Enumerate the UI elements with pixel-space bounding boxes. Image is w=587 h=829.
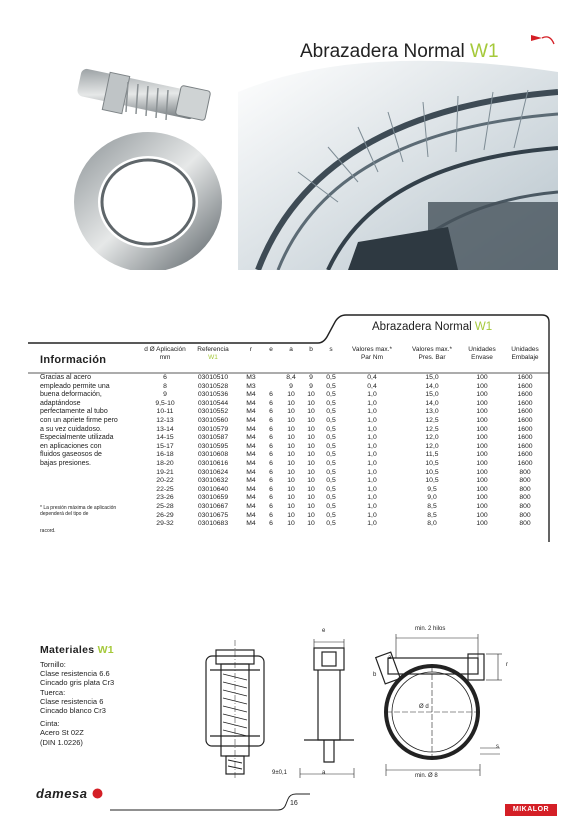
cell-diameter: 18-20 (156, 460, 174, 467)
cell-reference: 03010528 (197, 382, 229, 390)
cell-torque: 1,0 (367, 503, 377, 510)
footnote: * La presión máxima de aplicación dependerá del tipo de (40, 505, 117, 518)
cell-units-box: 100 (476, 511, 488, 519)
cell-units-pack: 800 (519, 494, 531, 502)
cell-a: 10 (287, 442, 295, 450)
cell-r: M4 (246, 460, 256, 467)
info-heading: Información (40, 354, 107, 366)
cell-s: 0,5 (326, 442, 336, 450)
cell-e: 6 (269, 417, 273, 424)
hero-photo (28, 52, 558, 270)
dim-label-min-2-threads: min. 2 hilos (415, 626, 446, 632)
cell-s: 0,5 (326, 374, 336, 381)
dim-label-bolt-length: 9±0,1 (272, 770, 287, 776)
cell-e: 6 (269, 399, 273, 407)
cell-reference: 03010552 (197, 408, 229, 416)
cell-b: 10 (307, 460, 315, 467)
cell-s: 0,5 (326, 399, 336, 407)
cell-torque: 1,0 (367, 425, 377, 433)
cell-pressure: 8,0 (427, 520, 437, 528)
cell-torque: 0,4 (367, 382, 377, 390)
cell-torque: 1,0 (367, 399, 377, 407)
cell-units-box: 100 (476, 374, 488, 381)
cell-r: M4 (246, 511, 256, 519)
cell-reference: 03010659 (197, 494, 229, 502)
cell-s: 0,5 (326, 520, 336, 528)
cell-a: 10 (287, 503, 295, 510)
cell-torque: 1,0 (367, 520, 377, 528)
cell-s: 0,5 (326, 477, 336, 485)
cell-units-pack: 1600 (517, 434, 533, 442)
table-row (140, 451, 550, 459)
clamp-photo (76, 68, 210, 260)
cell-units-pack: 800 (519, 511, 531, 519)
cell-e: 6 (269, 520, 273, 528)
info-description: Gracias al acero empleado permite una buena deformación, adaptándose perfectamente al tubo con un apriete firme pero a su vez cuidadoso. Especialmente utilizada en aplicaciones con fluidos gaseosos de bajas presiones. (40, 374, 118, 467)
dim-label-r: r (506, 662, 508, 668)
cell-reference: 03010544 (197, 399, 229, 407)
cell-a: 10 (287, 451, 295, 459)
cell-diameter: 8 (163, 382, 167, 390)
cell-pressure: 15,0 (425, 391, 439, 399)
cell-units-box: 100 (476, 425, 488, 433)
cell-b: 10 (307, 408, 315, 416)
dim-label-e: e (322, 628, 326, 634)
cell-b: 10 (307, 391, 315, 399)
table-row (140, 400, 550, 408)
cell-s: 0,5 (326, 408, 336, 416)
cell-diameter: 6 (163, 374, 167, 381)
cell-torque: 1,0 (367, 434, 377, 442)
page-number: 16 (290, 800, 298, 807)
cell-units-box: 100 (476, 382, 488, 390)
cell-pressure: 12,5 (425, 417, 439, 424)
cell-a: 10 (287, 417, 295, 424)
mikalor-logo: MIKALOR (505, 804, 557, 816)
cell-units-pack: 1600 (517, 425, 533, 433)
cell-units-pack: 1600 (517, 460, 533, 467)
cell-reference: 03010560 (197, 417, 229, 424)
cell-pressure: 11,5 (425, 451, 439, 459)
cell-torque: 1,0 (367, 417, 377, 424)
cell-s: 0,5 (326, 503, 336, 510)
cell-torque: 1,0 (367, 451, 377, 459)
col-header-units-pack: Unidades Embalaje (511, 346, 539, 361)
cell-units-pack: 1600 (517, 374, 533, 381)
dim-label-diameter: Ø d (419, 704, 429, 710)
col-header-reference: Referencia W1 (197, 346, 229, 361)
cell-reference: 03010579 (197, 425, 229, 433)
cell-e: 6 (269, 494, 273, 502)
cell-units-box: 100 (476, 451, 488, 459)
cell-units-box: 100 (476, 485, 488, 493)
cell-r: M4 (246, 494, 256, 502)
cell-units-pack: 1600 (517, 391, 533, 399)
cell-a: 10 (287, 511, 295, 519)
table-row (140, 494, 550, 502)
cell-diameter: 25-28 (156, 503, 174, 510)
cell-r: M4 (246, 425, 256, 433)
cell-e: 6 (269, 391, 273, 399)
cell-r: M4 (246, 477, 256, 485)
cell-r: M3 (246, 382, 256, 390)
cell-pressure: 10,5 (425, 477, 439, 485)
cell-b: 10 (307, 417, 315, 424)
cell-b: 9 (309, 374, 313, 381)
cell-reference: 03010536 (197, 391, 229, 399)
cell-r: M4 (246, 468, 256, 476)
cell-r: M4 (246, 485, 256, 493)
table-row (140, 391, 550, 399)
cell-pressure: 12,0 (425, 442, 439, 450)
dim-label-a-side: a (322, 770, 326, 776)
cell-diameter: 10-11 (156, 408, 174, 416)
table-row (140, 477, 550, 485)
dim-label-min-d8: min. Ø 8 (415, 773, 438, 779)
cell-a: 10 (287, 520, 295, 528)
cell-b: 10 (307, 451, 315, 459)
cell-units-box: 100 (476, 434, 488, 442)
cell-diameter: 19-21 (156, 468, 174, 476)
cell-diameter: 15-17 (156, 442, 174, 450)
cell-s: 0,5 (326, 391, 336, 399)
cell-torque: 1,0 (367, 468, 377, 476)
cell-b: 10 (307, 494, 315, 502)
clamp-side-view-drawing (294, 622, 366, 782)
cell-diameter: 12-13 (156, 417, 174, 424)
cell-torque: 1,0 (367, 408, 377, 416)
cell-units-pack: 1600 (517, 451, 533, 459)
table-row (140, 443, 550, 451)
cell-a: 10 (287, 425, 295, 433)
cell-pressure: 10,5 (425, 468, 439, 476)
cell-e: 6 (269, 425, 273, 433)
cell-diameter: 16-18 (156, 451, 174, 459)
dim-label-s: s (496, 744, 499, 750)
table-row (140, 417, 550, 425)
col-header-pressure: Valores max.* Pres. Bar (412, 346, 452, 361)
cell-reference: 03010587 (197, 434, 229, 442)
clamp-circle-view-drawing (360, 630, 510, 780)
cell-e: 6 (269, 468, 273, 476)
dim-label-a: a (388, 655, 392, 661)
footnote-tail: racord. (40, 528, 56, 534)
cell-pressure: 8,5 (427, 503, 437, 510)
cell-e: 6 (269, 511, 273, 519)
table-row (140, 426, 550, 434)
cell-pressure: 10,5 (425, 460, 439, 467)
cell-a: 10 (287, 408, 295, 416)
table-row (140, 383, 550, 391)
cell-reference: 03010632 (197, 477, 229, 485)
cell-s: 0,5 (326, 382, 336, 390)
cell-units-box: 100 (476, 391, 488, 399)
dim-label-b: b (373, 672, 377, 678)
cell-units-box: 100 (476, 468, 488, 476)
cell-units-box: 100 (476, 408, 488, 416)
pen-icon (530, 32, 556, 48)
cell-b: 10 (307, 468, 315, 476)
cell-s: 0,5 (326, 511, 336, 519)
cell-torque: 1,0 (367, 477, 377, 485)
cell-units-box: 100 (476, 399, 488, 407)
cell-b: 10 (307, 425, 315, 433)
cell-b: 10 (307, 485, 315, 493)
cell-torque: 1,0 (367, 485, 377, 493)
cell-diameter: 23-26 (156, 494, 174, 502)
cell-a: 10 (287, 399, 295, 407)
cell-b: 9 (309, 382, 313, 390)
table-row (140, 434, 550, 442)
cell-r: M3 (246, 374, 256, 381)
cell-b: 10 (307, 477, 315, 485)
cell-b: 10 (307, 442, 315, 450)
table-row (140, 520, 550, 528)
cell-reference: 03010675 (197, 511, 229, 519)
col-header-e: e (269, 346, 273, 353)
cell-s: 0,5 (326, 451, 336, 459)
col-header-b: b (309, 346, 313, 353)
cell-s: 0,5 (326, 425, 336, 433)
table-row (140, 486, 550, 494)
footer-line (110, 790, 562, 816)
damesa-logo-mark (92, 788, 103, 799)
cell-units-pack: 800 (519, 503, 531, 510)
cell-e: 6 (269, 485, 273, 493)
cell-e: 6 (269, 442, 273, 450)
cell-torque: 0,4 (367, 374, 377, 381)
table-title: Abrazadera Normal W1 (372, 321, 493, 333)
cell-diameter: 26-29 (156, 511, 174, 519)
cell-reference: 03010595 (197, 442, 229, 450)
cell-s: 0,5 (326, 434, 336, 442)
cell-s: 0,5 (326, 485, 336, 493)
cell-units-box: 100 (476, 442, 488, 450)
cell-e: 6 (269, 503, 273, 510)
cell-torque: 1,0 (367, 511, 377, 519)
cell-pressure: 9,0 (427, 494, 437, 502)
cell-diameter: 29-32 (156, 520, 174, 528)
page-title: Abrazadera Normal W1 (300, 41, 499, 62)
cell-units-pack: 800 (519, 477, 531, 485)
cell-units-box: 100 (476, 520, 488, 528)
cell-b: 10 (307, 434, 315, 442)
cell-b: 10 (307, 511, 315, 519)
table-row (140, 512, 550, 520)
cell-pressure: 14,0 (425, 399, 439, 407)
cell-s: 0,5 (326, 417, 336, 424)
cell-units-box: 100 (476, 503, 488, 510)
cell-e: 6 (269, 477, 273, 485)
damesa-logo: damesa (36, 786, 103, 801)
clamp-front-view-drawing (196, 640, 274, 780)
cell-s: 0,5 (326, 468, 336, 476)
cell-units-pack: 1600 (517, 399, 533, 407)
cell-a: 10 (287, 494, 295, 502)
cell-units-pack: 800 (519, 485, 531, 493)
cell-e: 6 (269, 460, 273, 467)
cell-r: M4 (246, 520, 256, 528)
building-photo (238, 61, 558, 270)
cell-r: M4 (246, 503, 256, 510)
cell-reference: 03010616 (197, 460, 229, 467)
cell-units-pack: 1600 (517, 382, 533, 390)
cell-units-box: 100 (476, 460, 488, 467)
cell-pressure: 13,0 (425, 408, 439, 416)
cell-reference: 03010667 (197, 503, 229, 510)
table-row (140, 460, 550, 468)
cell-reference: 03010608 (197, 451, 229, 459)
cell-r: M4 (246, 391, 256, 399)
cell-units-box: 100 (476, 494, 488, 502)
cell-pressure: 8,5 (427, 511, 437, 519)
cell-r: M4 (246, 442, 256, 450)
cell-a: 8,4 (286, 374, 296, 381)
materials-heading: Materiales W1 (40, 644, 114, 656)
cell-diameter: 9 (163, 391, 167, 399)
col-header-units-box: Unidades Envase (468, 346, 496, 361)
col-header-torque: Valores max.* Par Nm (352, 346, 392, 361)
cell-r: M4 (246, 434, 256, 442)
cell-units-pack: 800 (519, 520, 531, 528)
cell-units-box: 100 (476, 477, 488, 485)
cell-units-box: 100 (476, 417, 488, 424)
cell-r: M4 (246, 399, 256, 407)
cell-pressure: 15,0 (425, 374, 439, 381)
cell-r: M4 (246, 451, 256, 459)
cell-pressure: 14,0 (425, 382, 439, 390)
cell-reference: 03010510 (197, 374, 229, 381)
materials-list: Tornillo: Clase resistencia 6.6 Cincado gris plata Cr3 Tuerca: Clase resistencia 6 Cincado blanco Cr3 Cinta: Acero St 02Z (DIN 1.0226) (40, 660, 115, 747)
cell-s: 0,5 (326, 494, 336, 502)
table-row (140, 374, 550, 382)
cell-units-pack: 800 (519, 468, 531, 476)
cell-diameter: 14-15 (156, 434, 174, 442)
cell-b: 10 (307, 520, 315, 528)
cell-b: 10 (307, 503, 315, 510)
cell-e: 6 (269, 451, 273, 459)
cell-a: 9 (289, 382, 293, 390)
cell-pressure: 12,0 (425, 434, 439, 442)
col-header-s: s (329, 346, 333, 353)
cell-units-pack: 1600 (517, 408, 533, 416)
cell-units-pack: 1600 (517, 442, 533, 450)
cell-r: M4 (246, 408, 256, 416)
cell-reference: 03010683 (197, 520, 229, 528)
cell-a: 10 (287, 477, 295, 485)
cell-s: 0,5 (326, 460, 336, 467)
cell-r: M4 (246, 417, 256, 424)
col-header-diameter: d Ø Aplicación mm (144, 346, 186, 361)
cell-diameter: 20-22 (156, 477, 174, 485)
cell-pressure: 9,5 (427, 485, 437, 493)
table-row (140, 469, 550, 477)
cell-a: 10 (287, 468, 295, 476)
cell-a: 10 (287, 434, 295, 442)
cell-a: 10 (287, 485, 295, 493)
cell-reference: 03010640 (197, 485, 229, 493)
cell-torque: 1,0 (367, 460, 377, 467)
cell-e: 6 (269, 408, 273, 416)
table-row (140, 408, 550, 416)
cell-diameter: 13-14 (156, 425, 174, 433)
cell-torque: 1,0 (367, 391, 377, 399)
col-header-a: a (289, 346, 293, 353)
col-header-r: r (249, 346, 253, 353)
cell-diameter: 22-25 (156, 485, 174, 493)
cell-torque: 1,0 (367, 442, 377, 450)
cell-diameter: 9,5-10 (155, 399, 175, 407)
cell-torque: 1,0 (367, 494, 377, 502)
cell-pressure: 12,5 (425, 425, 439, 433)
table-row (140, 503, 550, 511)
cell-e: 6 (269, 434, 273, 442)
cell-units-pack: 1600 (517, 417, 533, 424)
cell-reference: 03010624 (197, 468, 229, 476)
cell-b: 10 (307, 399, 315, 407)
cell-a: 10 (287, 460, 295, 467)
cell-a: 10 (287, 391, 295, 399)
